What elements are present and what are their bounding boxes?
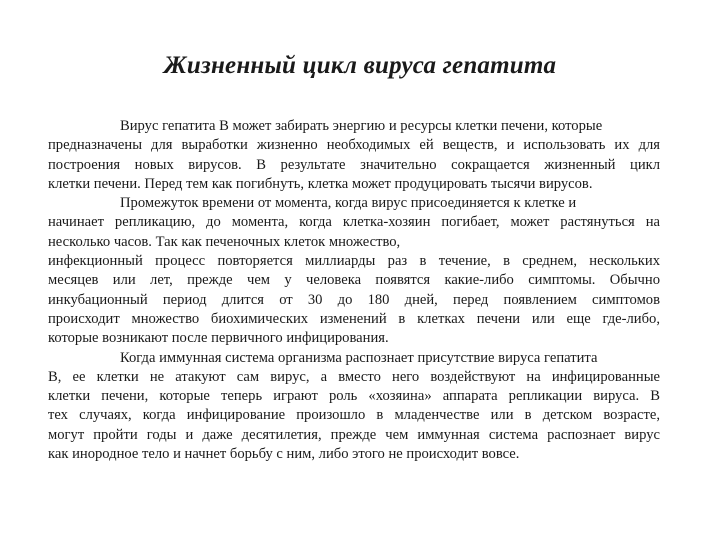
text-line: Вирус гепатита В может забирать энергию и ресурсы клетки печени, которые [120,118,603,134]
text-line: месяцев или лет, прежде чем у человека появятся какие-либо симптомы. Обычно [48,272,660,289]
text-line: построения новых вирусов. В результате значительно сокращается жизненный цикл [48,156,660,173]
text-line: В, ее клетки не атакуют сам вирус, а вместо него воздействуют на инфицированные [48,368,660,385]
text-line: инкубационный период длится от 30 до 180 дней, перед появлением симптомов [48,291,660,308]
text-line: предназначены для выработки жизненно необходимых ей веществ, и использовать их для [48,137,660,154]
text-line: могут пройти годы и даже десятилетия, прежде чем иммунная система распознает вирус [48,426,660,443]
text-line: Когда иммунная система организма распознает присутствие вируса гепатита [120,349,598,366]
document-title: Жизненный цикл вируса гепатита [163,52,557,79]
text-line: Промежуток времени от момента, когда вирус присоединяется к клетке и [120,195,577,212]
text-line: начинает репликацию, до момента, когда клетка-хозяин погибает, может растянуться на [48,214,660,231]
text-line: которые возникают после первичного инфицирования. [48,330,389,347]
text-line: как инородное тело и начнет борьбу с ним, либо этого не происходит вовсе. [48,446,520,463]
text-line: несколько часов. Так как печеночных клеток множество, [48,233,401,250]
text-line: происходит множество биохимических изменений в клетках печени или еще где-либо, [48,310,660,327]
document-body [48,117,660,464]
text-line: клетки печени, которые теперь играют роль «хозяина» аппарата репликации вируса. В [48,388,660,405]
text-line: тех случаях, когда инфицирование произошло в младенчестве или в детском возрасте, [48,407,660,424]
text-line: инфекционный процесс повторяется миллиарды раз в течение, в среднем, нескольких [48,253,660,270]
text-line: клетки печени. Перед тем как погибнуть, клетка может продуцировать тысячи вирусов. [48,175,593,192]
